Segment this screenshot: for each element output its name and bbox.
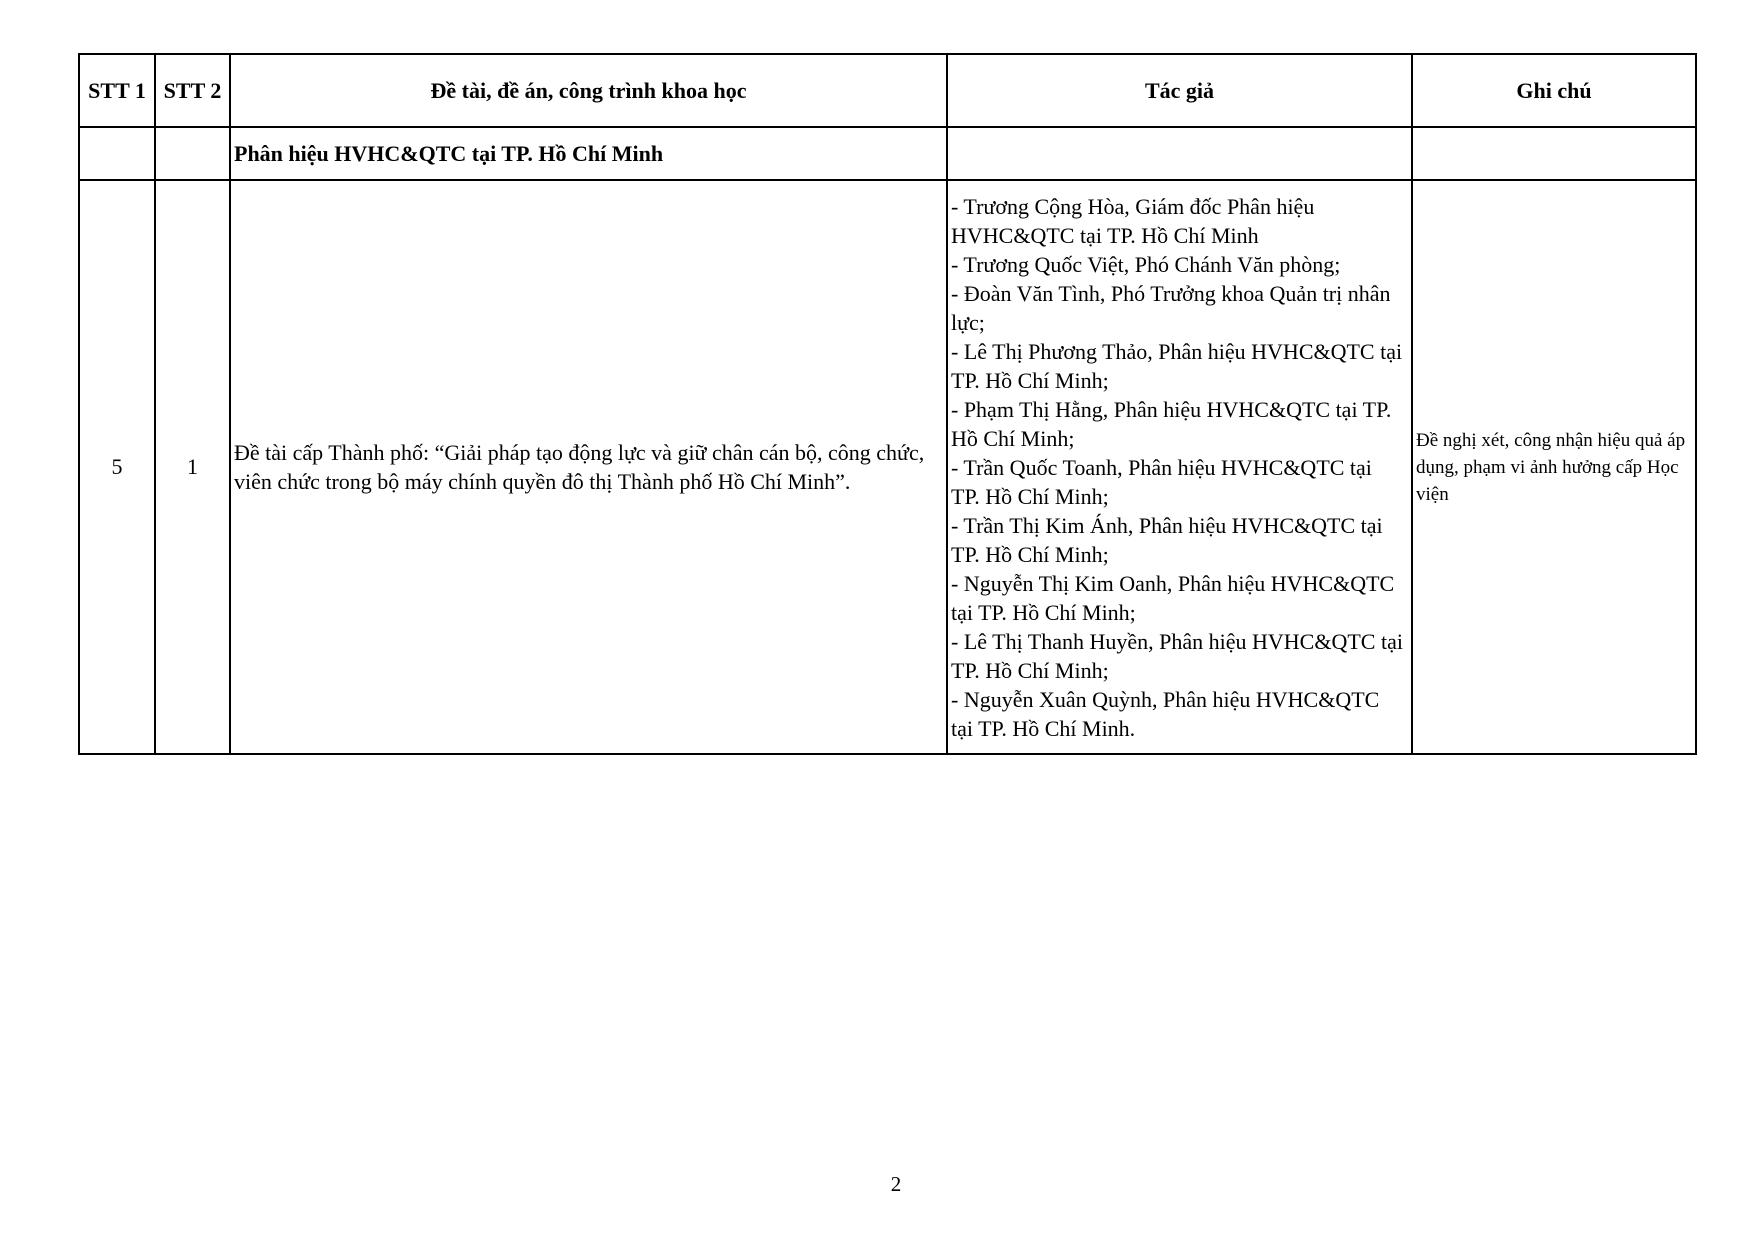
row-stt2: 1	[155, 180, 230, 754]
author-item: - Trần Quốc Toanh, Phân hiệu HVHC&QTC tại TP. Hồ Chí Minh;	[951, 454, 1372, 509]
row-note: Đề nghị xét, công nhận hiệu quả áp dụng, phạm vi ảnh hưởng cấp Học viện	[1412, 180, 1696, 754]
section-empty-cell	[1412, 127, 1696, 180]
author-item: - Nguyễn Xuân Quỳnh, Phân hiệu HVHC&QTC tại TP. Hồ Chí Minh.	[951, 686, 1380, 741]
author-item: - Nguyễn Thị Kim Oanh, Phân hiệu HVHC&QTC tại TP. Hồ Chí Minh;	[951, 570, 1395, 625]
section-empty-cell	[947, 127, 1412, 180]
header-note: Ghi chú	[1412, 54, 1696, 127]
table-row	[79, 180, 1696, 754]
section-title: Phân hiệu HVHC&QTC tại TP. Hồ Chí Minh	[230, 127, 947, 180]
header-stt2: STT 2	[155, 54, 230, 127]
page-number: 2	[890, 1172, 902, 1196]
header-authors: Tác giả	[947, 54, 1412, 127]
row-stt1: 5	[79, 180, 155, 754]
row-topic: Đề tài cấp Thành phố: “Giải pháp tạo động lực và giữ chân cán bộ, công chức, viên chức trong bộ máy chính quyền đô thị Thành phố Hồ Chí Minh”.	[230, 180, 947, 754]
author-item: - Lê Thị Phương Thảo, Phân hiệu HVHC&QTC tại TP. Hồ Chí Minh;	[951, 338, 1403, 393]
author-item: - Trương Quốc Việt, Phó Chánh Văn phòng;	[951, 251, 1341, 277]
header-row	[79, 54, 1696, 127]
section-empty-cell	[155, 127, 230, 180]
header-stt1: STT 1	[79, 54, 155, 127]
header-topic: Đề tài, đề án, công trình khoa học	[230, 54, 947, 127]
author-item: - Lê Thị Thanh Huyền, Phân hiệu HVHC&QTC tại TP. Hồ Chí Minh;	[951, 628, 1403, 683]
author-item: - Phạm Thị Hằng, Phân hiệu HVHC&QTC tại TP. Hồ Chí Minh;	[951, 396, 1392, 451]
author-item: - Đoàn Văn Tình, Phó Trưởng khoa Quản trị nhân lực;	[951, 280, 1391, 335]
section-row	[79, 127, 1696, 180]
section-empty-cell	[79, 127, 155, 180]
row-authors	[947, 180, 1412, 754]
author-item: - Trương Cộng Hòa, Giám đốc Phân hiệu HVHC&QTC tại TP. Hồ Chí Minh	[951, 193, 1315, 248]
author-item: - Trần Thị Kim Ánh, Phân hiệu HVHC&QTC tại TP. Hồ Chí Minh;	[951, 512, 1383, 567]
research-table	[78, 53, 1697, 755]
